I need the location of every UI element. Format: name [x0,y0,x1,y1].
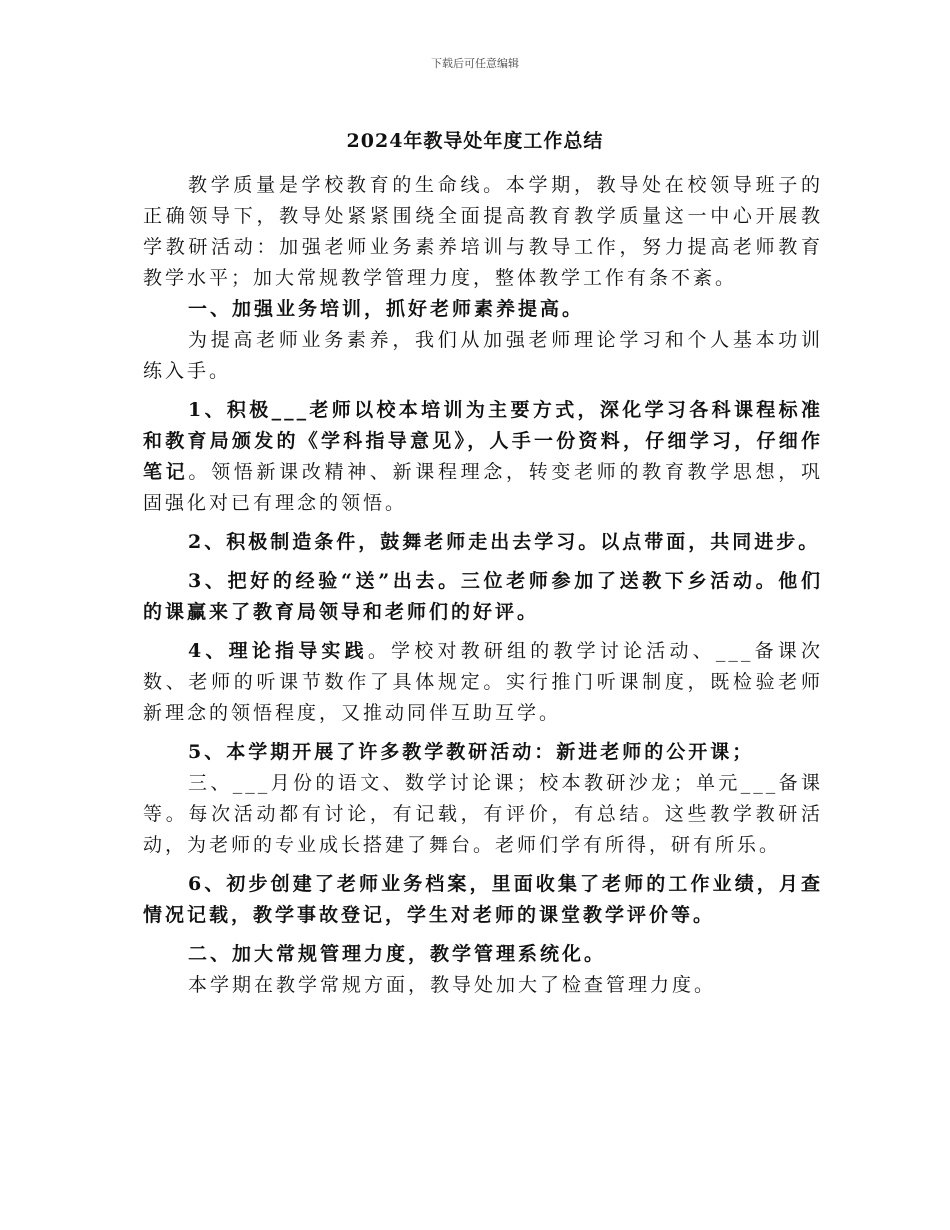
item-1-bold: 1、积极___老师以校本培训为主要方式，深化学习各科课程标准和教育局颁发的《学科指导意见》，人手一份资料，仔细学习，仔细作笔记 [143,399,823,483]
item-5-continuation: 三、___月份的语文、数学讨论课；校本教研沙龙；单元___备课等。每次活动都有讨论，有记载，有评价，有总结。这些教学教研活动，为老师的专业成长搭建了舞台。老师们学有所得，研有所乐。 [143,772,823,856]
document-body [143,170,823,1001]
item-2: 2、积极制造条件，鼓舞老师走出去学习。以点带面，共同进步。 [188,531,821,553]
item-3: 3、把好的经验“送”出去。三位老师参加了送教下乡活动。他们的课赢来了教育局领导和老师们的好评。 [143,570,823,623]
intro-paragraph: 教学质量是学校教育的生命线。本学期，教导处在校领导班子的正确领导下，教导处紧紧围绕全面提高教育教学质量这一中心开展教学教研活动：加强老师业务素养培训与教导工作，努力提高老师教育教学水平；加大常规教学管理力度，整体教学工作有条不紊。 [143,174,823,289]
item-5: 5、本学期开展了许多教学教研活动：新进老师的公开课； [188,741,755,763]
item-1 [143,395,823,519]
section-1-heading: 一、加强业务培训，抓好老师素养提高。 [188,298,585,320]
item-1-rest: 。领悟新课改精神、新课程理念，转变老师的教育教学思想，巩固强化对已有理念的领悟。 [143,461,823,514]
item-4-bold: 4、理论指导实践 [188,640,368,662]
item-4-rest: 。学校对教研组的教学讨论活动、___备课次数、老师的听课节数作了具体规定。实行推门听课制度，既检验老师新理念的领悟程度，又推动同伴互助互学。 [143,640,823,724]
section-2-heading: 二、加大常规管理力度，教学管理系统化。 [188,943,607,965]
document-title: 2024年教导处年度工作总结 [346,130,604,152]
item-4 [143,636,823,729]
item-6: 6、初步创建了老师业务档案，里面收集了老师的工作业绩，月查情况记载，教学事故登记，学生对老师的课堂教学评价等。 [143,873,823,926]
section-2-text: 本学期在教学常规方面，教导处加大了检查管理力度。 [188,974,717,996]
page-header: 下载后可任意编辑 [431,57,519,70]
section-1-text: 为提高老师业务素养，我们从加强老师理论学习和个人基本功训练入手。 [143,329,823,382]
